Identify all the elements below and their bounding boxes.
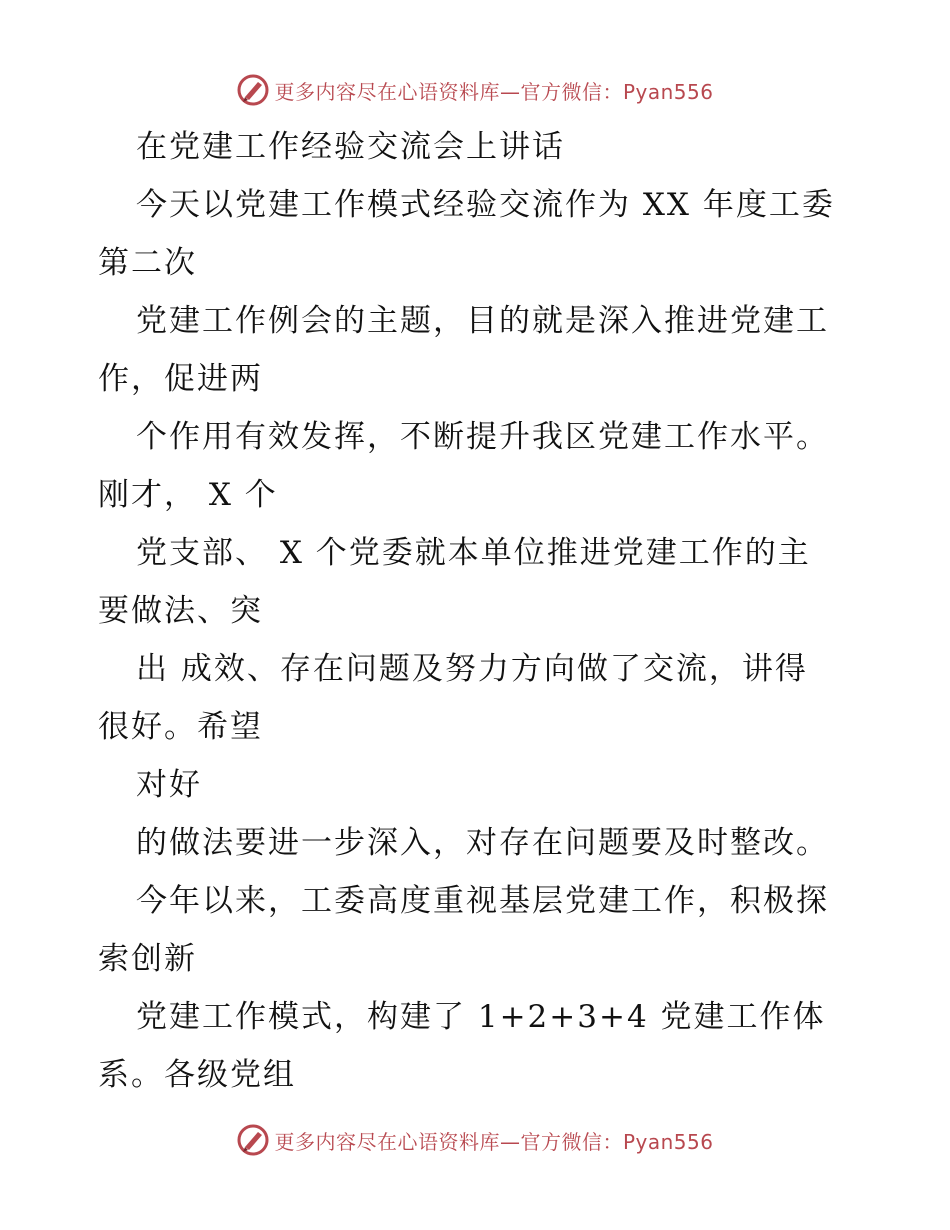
paragraph-line: 个作用有效发挥，不断提升我区党建工作水平。 <box>136 419 829 455</box>
brush-pen-logo-icon <box>236 1123 270 1157</box>
paragraph-line: 系。各级党组 <box>98 1057 296 1093</box>
paragraph-line: 很好。希望 <box>98 709 263 745</box>
paragraph-line: 在党建工作经验交流会上讲话 <box>136 129 565 165</box>
paragraph-line: 党支部、 X 个党委就本单位推进党建工作的主 <box>136 535 811 571</box>
document-body <box>98 118 858 1104</box>
paragraph-line: 的做法要进一步深入，对存在问题要及时整改。 <box>136 825 829 861</box>
watermark-banner-top <box>0 70 950 110</box>
paragraph-line: 今年以来，工委高度重视基层党建工作，积极探 <box>136 883 829 919</box>
brush-pen-logo-icon <box>236 73 270 107</box>
paragraph-line: 作，促进两 <box>98 361 263 397</box>
paragraph-line: 要做法、突 <box>98 593 263 629</box>
paragraph-line: 党建工作模式，构建了 1+2+3+4 党建工作体 <box>136 999 826 1035</box>
paragraph-line: 今天以党建工作模式经验交流作为 XX 年度工委 <box>136 187 835 223</box>
paragraph-line: 第二次 <box>98 245 197 281</box>
paragraph-line: 索创新 <box>98 941 197 977</box>
paragraph-line: 对好 <box>136 767 202 803</box>
watermark-text: 更多内容尽在心语资料库—官方微信：Pyan556 <box>274 1129 714 1154</box>
paragraph-line: 刚才， X 个 <box>98 477 278 513</box>
watermark-banner-bottom <box>0 1120 950 1160</box>
watermark-text: 更多内容尽在心语资料库—官方微信：Pyan556 <box>274 79 714 104</box>
paragraph-line: 党建工作例会的主题，目的就是深入推进党建工 <box>136 303 829 339</box>
paragraph-line: 出 成效、存在问题及努力方向做了交流，讲得 <box>136 651 808 687</box>
